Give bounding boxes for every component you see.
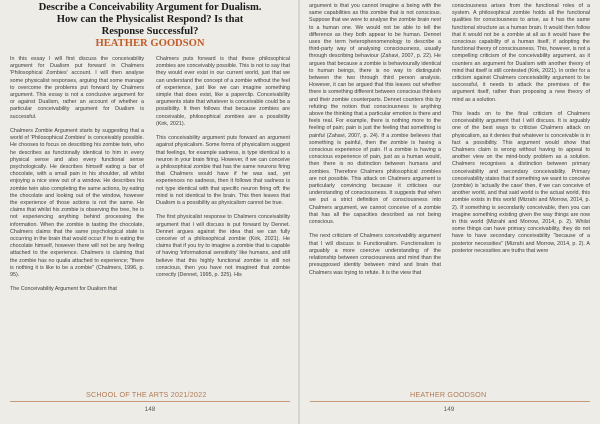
paragraph: The first physicalist response to Chalmers conceivability argument that I will discuss is put forward by Dennet. Dennet argues against the idea that we can fully conceive of a philosophical zombie (Kirk, 2021). He claims that if you try to imagine a zombie that is capable of having 'informational sensitivity' like humans, and still believe that this highly functional zombie is still not conscious, then you have not imagined that zombie correctly (Dennet, 1995, p. 325). His [156, 214, 290, 279]
left-footer: SCHOOL OF THE ARTS 2021/2022 [86, 390, 207, 399]
article-title-block [8, 2, 292, 50]
article-title-line-3: Response Successful? [101, 26, 199, 37]
paragraph: Chalmers puts forward is that these philosophical zombies are conceivably possible. This is not to say that they would ever exist in our current world, just that we can understand the concept of a zombie without the feel of experience, just like we can imagine something simple that does exist, like a paperclip. Conceivability arguments state that whatever is conceivable could be a possibility. It then follows that because zombies are conceivable, philosophical zombies are a possibility (Kirk, 2021). [156, 56, 290, 127]
paragraph: consciousness arises from the functional roles of a system. A philosophical zombie holds all the functional qualities for consciousness to arise, as it has the same functional structure as a human brain. It would then follow that it would not be a zombie at all as it would have the conscious capability of a human itself, if adopting the functional theory of consciousness. This, however, is not a compelling criticism of the conceivability argument, as it counters an argument for Dualism with another theory of mind that itself is still contested (Kirk, 2021). In order for a criticism against Chalmers conceivability argument to be successful, it needs to attack the premises of the argument itself, rather than proposing a new theory of mind as a solution. [452, 3, 590, 103]
paragraph: This leads on to the final criticism of Chalmers conceivability argument that I will discuss. It is arguably one of the best ways to criticise Chalmers attack on physicalism, as it denies that whatever is conceivable is in fact a possibility. This argument would show that Chalmers claim is wrong without having to appeal to another view on the mind-body problem as a solution. Chalmers recognises a distinction between primary conceivability and secondary conceivability. Primary conceivability states that if something we want to conceive (zombie) is 'actually the case' then, if we can conceive of another world, and that said world is the actual world, this zombie exists in this world (Mizrahi and Morrow, 2014, p. 2). If something is secondarily conceivable, then you can imagine something existing given the way things are now in this world (Mizrahi and Morrow, 2014, p. 2). Whilst some things can have primary conceivability, they do not have to have secondary conceivability "because of a posterior necessities" (Mizrahi and Morrow, 2014, p. 2). A posterior necessities are truths that were [452, 111, 590, 254]
paragraph: The next criticism of Chalmers conceivability argument that I will discuss is Functionalism. Functionalism is arguably a more coercive understanding of the relationship between consciousness and mind than the presupposed identity between mind and brain that Chalmers was trying to refute. It is the view that [309, 233, 441, 276]
article-title-line-1: Describe a Conceivability Argument for Dualism. [38, 2, 262, 13]
right-footer: HEATHER GOODSON [410, 390, 487, 399]
footer-rule [10, 401, 290, 402]
left-page-column-2 [156, 56, 290, 401]
article-author: HEATHER GOODSON [95, 38, 205, 49]
footer-rule [310, 401, 590, 402]
paragraph: In this essay I will first discuss the conceivability argument for Dualism put forward in Chalmers 'Philosophical Zombies' account. I will then analyse some physicalist responses, arguing that some manage to overcome the problems put forward by Chalmers argument. This essay is not a conclusive argument for or against Dualism, rather an account of whether a particular conceivability argument for Dualism is successful. [10, 56, 144, 120]
right-page-column-2 [452, 3, 590, 381]
page-number: 148 [144, 406, 156, 413]
paragraph: This conceivability argument puts forward an argument against physicalism. Some forms of physicalism suggest that feelings, for example sadness, is type identical to a neuron in your brain firing. However, if we can conceive a philosophical zombie that has the same neurons firing that Chalmers would have if he was sad, yet experiences no sadness, then it follows that sadness is not type identical with that specific neuron firing off; the mind is not identical to the brain. This then leaves that Dualism is a possibility as physicalism cannot be true. [156, 135, 290, 207]
right-page [300, 0, 600, 424]
article-title-line-2: How can the Physicalist Respond? Is that [56, 14, 244, 25]
paragraph: argument is that you cannot imagine a being with the same capabilities as this zombie that is not conscious. Suppose that we were to analyse the zombie brain next to a human one. We would not be able to tell the difference as they both appear to be human. Dennet uses the term heterophenomenology to describe a third-party way of analysing consciousness, usually through describing behaviour (Zahavi, 2007, p. 22). He argues that because a zombie is behaviourally identical to human beings, there is no way to distinguish between the two through third person analysis. However, it can be argued that this leaves out whether there is something different between conscious thinkers and their zombie counterparts. Dennet counters this by refuting the notion that consciousness is anything above the thinking that a particular emotion is there and feels real. For example, there is nothing more to the feeling of pain; pain is just the feeling that something is painful (Zahavi, 2007, p. 24). If a zombie believes that something is painful, then the zombie is having a conscious experience of pain. If a zombie is having a conscious experience of pain, just as a human would, then there is no distinction between humans and zombies. Therefore Chalmers philosophical zombies are not possible. This attack on Chalmers argument is particularly convincing because it criticises our understanding of consciousness. It suggests that when we put a strict definition of consciousness into Chalmers argument, we cannot conceive of a zombie that has all the capacities described as not being conscious. [309, 3, 441, 226]
paragraph: Chalmers Zombie Argument starts by suggesting that a world of 'Philosophical Zombies' is conceivably possible. He chooses to focus on describing his zombie twin, who he describes as functionally identical to him in every physical sense and also every functional sense psychologically. He describes himself eating a bar of chocolate, with a small pain in his shoulder, all whilst enjoying a nice view out of a window. He describes his zombie twin also completing the same actions, by eating the chocolate and looking out of the window, however the experience of those actions is not the same. He claims that whilst his zombie is observing the tree, he is not experiencing anything behind processing the information. When the zombie is tasting the chocolate, Chalmers claims that the same psychological state is occurring in the brain that would occur if he is eating the chocolate himself, however there will not be any feeling attached to the experience. Chalmers is claiming that the zombie has no qualia attached to experience; "there is nothing it is like to be a zombie" (Chalmers, 1996, p. 95). [10, 128, 144, 279]
right-page-column-1 [309, 3, 441, 381]
page-number: 149 [443, 406, 455, 413]
paragraph: The Conceivability Argument for Dualism that [10, 286, 117, 293]
left-page-column-1 [10, 56, 144, 401]
